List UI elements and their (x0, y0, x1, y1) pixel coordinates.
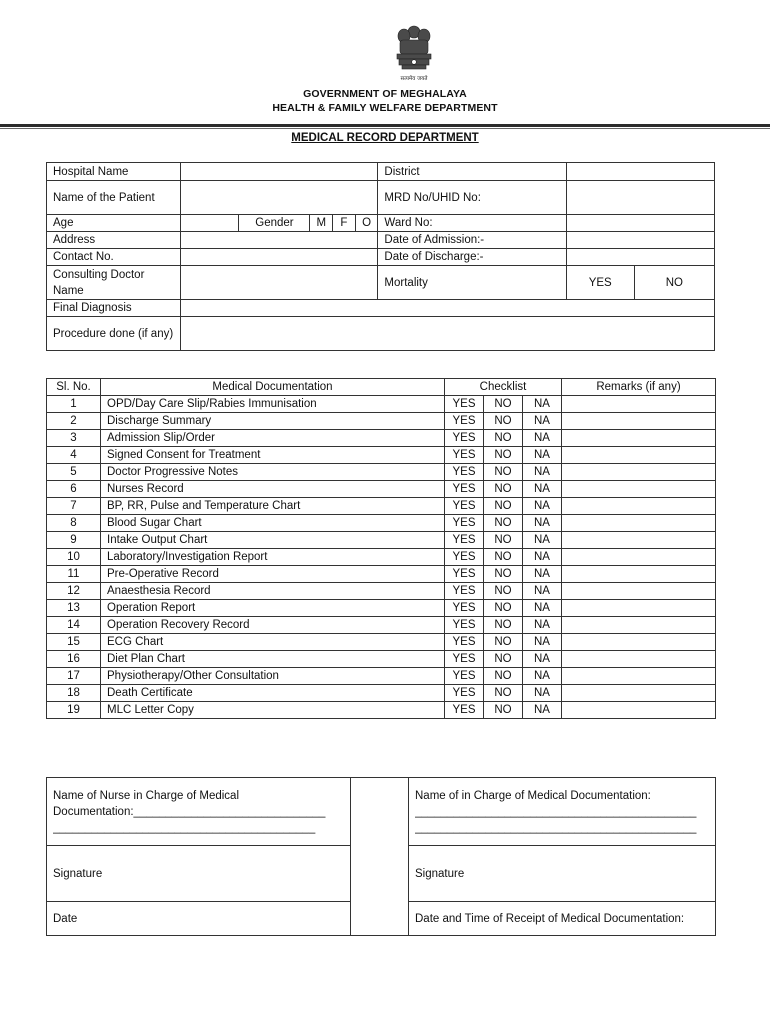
nurse-in-charge-line: Documentation:______________________________ (53, 805, 326, 818)
checklist-option-no[interactable]: NO (484, 685, 523, 702)
gender-label: Gender (239, 215, 310, 232)
documentation-item: OPD/Day Care Slip/Rabies Immunisation (101, 396, 445, 413)
remarks-field[interactable] (562, 413, 716, 430)
gender-option-f[interactable]: F (333, 215, 356, 232)
checklist-option-no[interactable]: NO (484, 515, 523, 532)
documentation-item: ECG Chart (101, 634, 445, 651)
checklist-row (47, 668, 716, 685)
documentation-item: Diet Plan Chart (101, 651, 445, 668)
hospital-name-field[interactable] (180, 163, 378, 181)
ward-no-field[interactable] (566, 215, 714, 232)
row-number: 3 (47, 430, 101, 447)
checklist-option-no[interactable]: NO (484, 600, 523, 617)
documentation-item: Operation Report (101, 600, 445, 617)
checklist-row (47, 413, 716, 430)
patient-name-field[interactable] (180, 181, 378, 215)
checklist-option-yes[interactable]: YES (445, 600, 484, 617)
checklist-option-na[interactable]: NA (523, 549, 562, 566)
doc-in-charge-cell[interactable] (409, 778, 716, 846)
checklist-option-na[interactable]: NA (523, 685, 562, 702)
nurse-signature-field[interactable] (47, 846, 351, 902)
row-number: 5 (47, 464, 101, 481)
row-number: 12 (47, 583, 101, 600)
row-number: 4 (47, 447, 101, 464)
row-number: 14 (47, 617, 101, 634)
checklist-option-yes[interactable]: YES (445, 549, 484, 566)
row-number: 2 (47, 413, 101, 430)
header-divider-thin (0, 128, 770, 129)
checklist-option-yes[interactable]: YES (445, 651, 484, 668)
checklist-row (47, 651, 716, 668)
sl-no-header: Sl. No. (47, 379, 101, 396)
doc-signature-field[interactable] (409, 846, 716, 902)
checklist-option-na[interactable]: NA (523, 481, 562, 498)
documentation-item: Pre-Operative Record (101, 566, 445, 583)
checklist-row (47, 617, 716, 634)
doc-in-charge-label: Name of in Charge of Medical Documentation: (415, 789, 651, 802)
documentation-item: Laboratory/Investigation Report (101, 549, 445, 566)
consulting-doctor-field[interactable] (180, 266, 378, 300)
checklist-option-yes[interactable]: YES (445, 566, 484, 583)
documentation-item: Discharge Summary (101, 413, 445, 430)
documentation-item: Nurses Record (101, 481, 445, 498)
checklist-option-yes[interactable]: YES (445, 430, 484, 447)
checklist-option-yes[interactable]: YES (445, 464, 484, 481)
checklist-option-na[interactable]: NA (523, 668, 562, 685)
address-label: Address (47, 232, 181, 249)
checklist-option-na[interactable]: NA (523, 498, 562, 515)
row-number: 8 (47, 515, 101, 532)
remarks-field[interactable] (562, 651, 716, 668)
checklist-option-no[interactable]: NO (484, 617, 523, 634)
mortality-no-option[interactable]: NO (634, 266, 714, 300)
consulting-doctor-label: Consulting Doctor Name (47, 266, 181, 300)
row-number: 18 (47, 685, 101, 702)
checklist-option-yes[interactable]: YES (445, 396, 484, 413)
contact-no-field[interactable] (180, 249, 378, 266)
remarks-header: Remarks (if any) (562, 379, 716, 396)
state-emblem-icon (390, 22, 438, 84)
checklist-option-na[interactable]: NA (523, 430, 562, 447)
age-field[interactable] (180, 215, 239, 232)
documentation-item: Physiotherapy/Other Consultation (101, 668, 445, 685)
checklist-option-no[interactable]: NO (484, 498, 523, 515)
mrd-no-field[interactable] (566, 181, 714, 215)
documentation-item: Anaesthesia Record (101, 583, 445, 600)
documentation-header: Medical Documentation (101, 379, 445, 396)
checklist-option-no[interactable]: NO (484, 532, 523, 549)
checklist-row (47, 498, 716, 515)
address-field[interactable] (180, 232, 378, 249)
remarks-field[interactable] (562, 447, 716, 464)
row-number: 6 (47, 481, 101, 498)
signoff-spacer (351, 778, 409, 936)
department-title: HEALTH & FAMILY WELFARE DEPARTMENT (272, 102, 498, 114)
nurse-signature-label: Signature (53, 867, 103, 880)
remarks-field[interactable] (562, 566, 716, 583)
remarks-field[interactable] (562, 430, 716, 447)
gender-option-o[interactable]: O (355, 215, 378, 232)
checklist-option-yes[interactable]: YES (445, 685, 484, 702)
checklist-row (47, 396, 716, 413)
remarks-field[interactable] (562, 583, 716, 600)
documentation-item: MLC Letter Copy (101, 702, 445, 719)
checklist-option-yes[interactable]: YES (445, 481, 484, 498)
government-title: GOVERNMENT OF MEGHALAYA (303, 88, 467, 100)
checklist-option-no[interactable]: NO (484, 651, 523, 668)
district-field[interactable] (566, 163, 714, 181)
checklist-option-yes[interactable]: YES (445, 413, 484, 430)
checklist-option-no[interactable]: NO (484, 447, 523, 464)
checklist-row (47, 515, 716, 532)
gender-option-m[interactable]: M (310, 215, 333, 232)
documentation-item: Admission Slip/Order (101, 430, 445, 447)
documentation-checklist-table (46, 378, 716, 719)
remarks-field[interactable] (562, 549, 716, 566)
procedure-done-field[interactable] (180, 317, 714, 351)
checklist-option-na[interactable]: NA (523, 464, 562, 481)
discharge-date-field[interactable] (566, 249, 714, 266)
remarks-field[interactable] (562, 532, 716, 549)
mrd-no-label: MRD No/UHID No: (378, 181, 566, 215)
checklist-row (47, 532, 716, 549)
doc-in-charge-line: ____________________________________________ (415, 805, 697, 818)
checklist-row (47, 566, 716, 583)
remarks-field[interactable] (562, 498, 716, 515)
checklist-option-na[interactable]: NA (523, 396, 562, 413)
hospital-name-label: Hospital Name (47, 163, 181, 181)
checklist-option-na[interactable]: NA (523, 702, 562, 719)
patient-info-table (46, 162, 715, 351)
final-diagnosis-label: Final Diagnosis (47, 300, 181, 317)
mortality-label: Mortality (378, 266, 566, 300)
checklist-row (47, 685, 716, 702)
checklist-row (47, 600, 716, 617)
checklist-option-na[interactable]: NA (523, 651, 562, 668)
remarks-field[interactable] (562, 515, 716, 532)
checklist-option-yes[interactable]: YES (445, 532, 484, 549)
row-number: 9 (47, 532, 101, 549)
checklist-option-no[interactable]: NO (484, 549, 523, 566)
documentation-item: Doctor Progressive Notes (101, 464, 445, 481)
checklist-option-no[interactable]: NO (484, 430, 523, 447)
checklist-option-yes[interactable]: YES (445, 447, 484, 464)
remarks-field[interactable] (562, 702, 716, 719)
admission-date-field[interactable] (566, 232, 714, 249)
row-number: 17 (47, 668, 101, 685)
checklist-option-no[interactable]: NO (484, 481, 523, 498)
checklist-option-no[interactable]: NO (484, 464, 523, 481)
doc-in-charge-line-2: ____________________________________________ (415, 821, 697, 834)
checklist-row (47, 702, 716, 719)
checklist-row (47, 430, 716, 447)
remarks-field[interactable] (562, 464, 716, 481)
row-number: 16 (47, 651, 101, 668)
checklist-row (47, 481, 716, 498)
contact-no-label: Contact No. (47, 249, 181, 266)
header-divider (0, 124, 770, 127)
section-title: MEDICAL RECORD DEPARTMENT (291, 132, 479, 144)
checklist-option-yes[interactable]: YES (445, 515, 484, 532)
nurse-date-label: Date (53, 912, 78, 925)
row-number: 15 (47, 634, 101, 651)
documentation-item: Operation Recovery Record (101, 617, 445, 634)
remarks-field[interactable] (562, 481, 716, 498)
checklist-option-yes[interactable]: YES (445, 617, 484, 634)
row-number: 11 (47, 566, 101, 583)
checklist-row (47, 549, 716, 566)
receipt-datetime-field[interactable] (409, 902, 716, 936)
nurse-date-field[interactable] (47, 902, 351, 936)
age-label: Age (47, 215, 181, 232)
checklist-option-no[interactable]: NO (484, 396, 523, 413)
row-number: 1 (47, 396, 101, 413)
district-label: District (378, 163, 566, 181)
row-number: 19 (47, 702, 101, 719)
row-number: 7 (47, 498, 101, 515)
signoff-table (46, 777, 716, 936)
doc-signature-label: Signature (415, 867, 465, 880)
admission-date-label: Date of Admission:- (378, 232, 566, 249)
documentation-item: Signed Consent for Treatment (101, 447, 445, 464)
checklist-option-na[interactable]: NA (523, 532, 562, 549)
documentation-item: Blood Sugar Chart (101, 515, 445, 532)
checklist-row (47, 464, 716, 481)
checklist-option-na[interactable]: NA (523, 634, 562, 651)
remarks-field[interactable] (562, 600, 716, 617)
checklist-option-na[interactable]: NA (523, 566, 562, 583)
checklist-option-no[interactable]: NO (484, 702, 523, 719)
emblem-caption: सत्यमेव जयते (400, 76, 428, 82)
checklist-option-no[interactable]: NO (484, 634, 523, 651)
checklist-option-no[interactable]: NO (484, 413, 523, 430)
documentation-item: BP, RR, Pulse and Temperature Chart (101, 498, 445, 515)
remarks-field[interactable] (562, 685, 716, 702)
remarks-field[interactable] (562, 396, 716, 413)
checklist-option-na[interactable]: NA (523, 617, 562, 634)
checklist-option-no[interactable]: NO (484, 668, 523, 685)
checklist-option-na[interactable]: NA (523, 515, 562, 532)
remarks-field[interactable] (562, 668, 716, 685)
checklist-option-na[interactable]: NA (523, 600, 562, 617)
checklist-option-yes[interactable]: YES (445, 702, 484, 719)
ward-no-label: Ward No: (378, 215, 566, 232)
documentation-item: Intake Output Chart (101, 532, 445, 549)
checklist-option-no[interactable]: NO (484, 583, 523, 600)
checklist-option-no[interactable]: NO (484, 566, 523, 583)
nurse-in-charge-cell[interactable] (47, 778, 351, 846)
nurse-in-charge-label: Name of Nurse in Charge of Medical (53, 789, 239, 802)
checklist-row (47, 634, 716, 651)
remarks-field[interactable] (562, 617, 716, 634)
procedure-done-label: Procedure done (if any) (47, 317, 181, 351)
checklist-option-yes[interactable]: YES (445, 583, 484, 600)
checklist-header: Checklist (445, 379, 562, 396)
discharge-date-label: Date of Discharge:- (378, 249, 566, 266)
receipt-datetime-label: Date and Time of Receipt of Medical Documentation: (415, 912, 685, 925)
checklist-row (47, 447, 716, 464)
checklist-option-yes[interactable]: YES (445, 634, 484, 651)
row-number: 10 (47, 549, 101, 566)
checklist-option-na[interactable]: NA (523, 447, 562, 464)
checklist-option-yes[interactable]: YES (445, 498, 484, 515)
checklist-option-yes[interactable]: YES (445, 668, 484, 685)
nurse-in-charge-line-2: _________________________________________ (53, 821, 316, 834)
row-number: 13 (47, 600, 101, 617)
patient-name-label: Name of the Patient (47, 181, 181, 215)
checklist-option-na[interactable]: NA (523, 413, 562, 430)
remarks-field[interactable] (562, 634, 716, 651)
checklist-option-na[interactable]: NA (523, 583, 562, 600)
documentation-item: Death Certificate (101, 685, 445, 702)
mortality-yes-option[interactable]: YES (566, 266, 634, 300)
final-diagnosis-field[interactable] (180, 300, 714, 317)
checklist-row (47, 583, 716, 600)
